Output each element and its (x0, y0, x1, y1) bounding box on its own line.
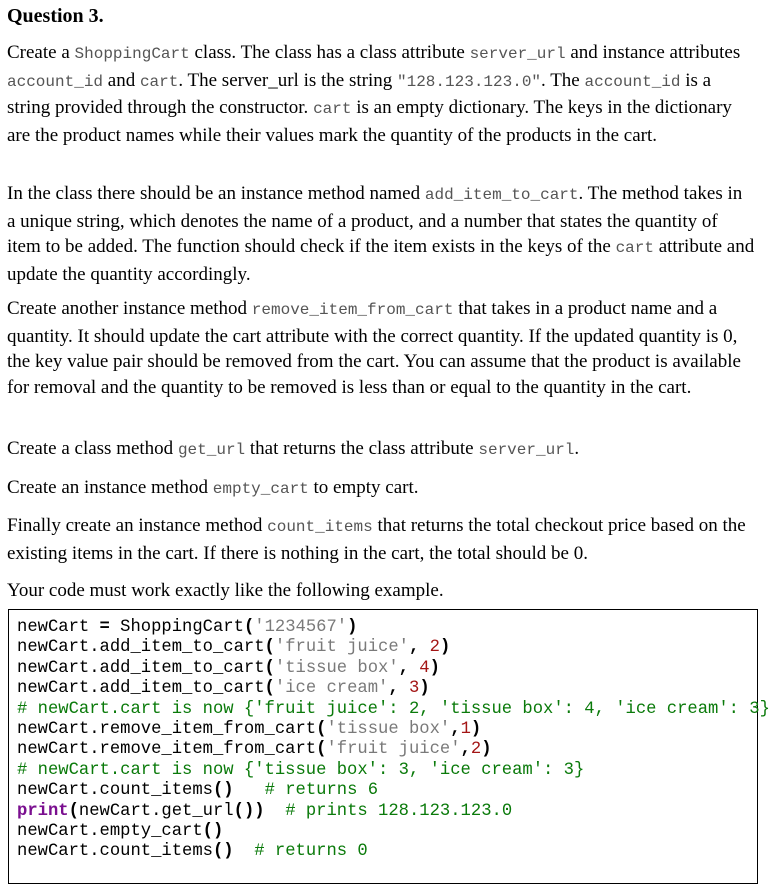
inline-code: remove_item_from_cart (251, 301, 454, 319)
code-token-keyword: print (17, 801, 69, 821)
inline-code: count_items (267, 518, 373, 536)
code-token-punc: ( (264, 638, 275, 658)
code-token-punc: ( (68, 801, 79, 821)
code-token-num: 4 (419, 658, 430, 678)
question-title: Question 3. (7, 5, 104, 27)
paragraph-remove-item (7, 296, 755, 400)
code-token-string: 'fruit juice' (326, 740, 461, 760)
code-token-plain: newCart.add_item_to_cart (17, 658, 265, 678)
paragraph-text: is a string provided through the constructor. (7, 69, 712, 118)
paragraph-text: Create a class method (7, 438, 178, 459)
paragraph-text: Create another instance method (7, 298, 252, 319)
code-token-string: 'fruit juice' (274, 638, 409, 658)
code-token-plain (265, 802, 286, 821)
code-token-punc: ( (264, 658, 275, 678)
code-token-num: 3 (408, 679, 420, 699)
paragraph-text: to empty cart. (308, 477, 419, 498)
code-token-punc: ) (347, 618, 358, 637)
code-token-op: = (99, 618, 110, 637)
inline-code: ShoppingCart (74, 45, 190, 63)
paragraph-add-item (7, 181, 755, 287)
code-token-plain (234, 842, 255, 861)
code-token-punc: ( (264, 679, 275, 699)
inline-code: account_id (584, 72, 681, 91)
code-token-punc: () (212, 842, 234, 862)
paragraph-text: is an empty dictionary. The keys in the dictionary are the product names while their values mark the quantity of the products in the cart. (7, 97, 732, 146)
paragraph-text: . (574, 438, 580, 459)
paragraph-class-definition (7, 40, 755, 148)
code-line (17, 822, 757, 842)
paragraph-count-items (7, 513, 755, 566)
paragraph-empty-cart (7, 475, 755, 503)
inline-code: add_item_to_cart (424, 186, 579, 204)
code-example-block (8, 609, 770, 884)
code-token-punc: ) (481, 740, 492, 760)
inline-code: get_url (177, 441, 246, 459)
paragraph-example-intro (7, 578, 755, 604)
code-token-punc: ) (439, 638, 451, 658)
code-token-punc: () (212, 781, 234, 801)
code-line (17, 740, 757, 760)
code-line (17, 679, 757, 699)
code-line (17, 781, 757, 801)
paragraph-text: and instance attributes (565, 42, 741, 63)
code-token-punc: ()) (233, 801, 265, 821)
code-token-comment: # returns 0 (254, 842, 368, 862)
paragraph-get-url (7, 436, 755, 464)
code-line (17, 699, 770, 720)
code-token-string: 'tissue box' (274, 658, 399, 678)
inline-code: cart (615, 239, 654, 257)
code-token-punc: , (388, 679, 409, 699)
code-token-string: 'ice cream' (274, 679, 389, 699)
code-token-punc: , (408, 638, 430, 658)
paragraph-text: . The server_url is the string (178, 69, 397, 91)
code-token-plain: newCart.count_items (17, 781, 213, 801)
paragraph-text: that takes in a product name and a quantity. It should update the cart attribute with the correct quantity. If the updated quantity is 0, the key value pair should be removed from the cart. You can assume that the product is available for removal and the quantity to be removed is less than or equal to the quantity in the cart. (7, 298, 741, 398)
paragraph-text: In the class there should be an instance method named (7, 183, 425, 204)
code-token-punc: , (460, 740, 471, 760)
code-token-plain: newCart.get_url (78, 801, 234, 821)
code-token-punc: ( (243, 618, 255, 637)
code-token-plain: newCart.count_items (17, 842, 213, 862)
inline-code: account_id (7, 72, 104, 91)
code-token-plain (234, 781, 265, 800)
paragraph-text: and (103, 69, 140, 91)
code-token-comment: # prints 128.123.123.0 (285, 801, 513, 821)
code-token-punc: ) (429, 658, 440, 678)
code-token-punc: () (202, 821, 224, 841)
code-line (17, 802, 757, 822)
code-token-punc: ( (316, 740, 327, 760)
inline-code: server_url (469, 45, 566, 63)
paragraph-text: that returns the total checkout price based on the existing items in the cart. If there is nothing in the cart, the total should be 0. (7, 515, 746, 564)
inline-code: cart (139, 72, 179, 91)
code-token-punc: ) (419, 679, 430, 699)
code-token-plain: newCart.add_item_to_cart (17, 679, 265, 699)
paragraph-text: . The (541, 69, 585, 91)
code-line (17, 842, 757, 862)
code-line (17, 761, 757, 781)
code-line (17, 638, 757, 658)
code-token-comment: # newCart.cart is now {'tissue box': 3, 'ice cream': 3} (17, 760, 585, 780)
inline-code: "128.123.123.0" (397, 72, 542, 91)
inline-code: cart (313, 100, 352, 118)
code-token-comment: # newCart.cart is now {'fruit juice': 2, 'tissue box': 4, 'ice cream': 3} (17, 699, 770, 719)
code-token-plain: newCart (17, 618, 100, 637)
paragraph-text: Create an instance method (7, 477, 213, 498)
code-token-plain: ShoppingCart (109, 618, 244, 637)
code-token-plain: newCart.add_item_to_cart (17, 638, 265, 658)
code-token-string: 'tissue box' (326, 719, 451, 739)
code-token-punc: , (398, 658, 420, 678)
code-token-plain: newCart.remove_item_from_cart (17, 740, 317, 760)
paragraph-text: . The method takes in a unique string, which denotes the name of a product, and a number that states the quantity of item to be added. The function should check if the item exists in the keys of the (7, 183, 743, 257)
code-token-num: 2 (429, 638, 440, 658)
code-token-punc: ) (470, 719, 482, 739)
paragraph-text: Create a (7, 42, 75, 63)
paragraph-text: Your code must work exactly like the following example. (7, 580, 444, 601)
paragraph-text: that returns the class attribute (245, 438, 479, 459)
inline-code: server_url (478, 441, 575, 459)
inline-code: empty_cart (212, 480, 309, 498)
code-token-punc: ( (316, 719, 327, 739)
code-line (17, 720, 757, 740)
code-token-punc: , (450, 719, 461, 739)
paragraph-text: attribute and update the quantity accordingly. (7, 236, 755, 285)
code-line (17, 659, 757, 679)
code-token-string: '1234567' (254, 618, 348, 637)
code-token-plain: newCart.empty_cart (17, 821, 203, 841)
code-token-num: 2 (470, 740, 482, 760)
code-token-num: 1 (460, 719, 471, 739)
paragraph-text: Finally create an instance method (7, 515, 268, 536)
code-token-plain: newCart.remove_item_from_cart (17, 719, 317, 739)
paragraph-text: class. The class has a class attribute (189, 42, 470, 63)
code-line (17, 618, 757, 638)
code-token-comment: # returns 6 (264, 781, 379, 801)
